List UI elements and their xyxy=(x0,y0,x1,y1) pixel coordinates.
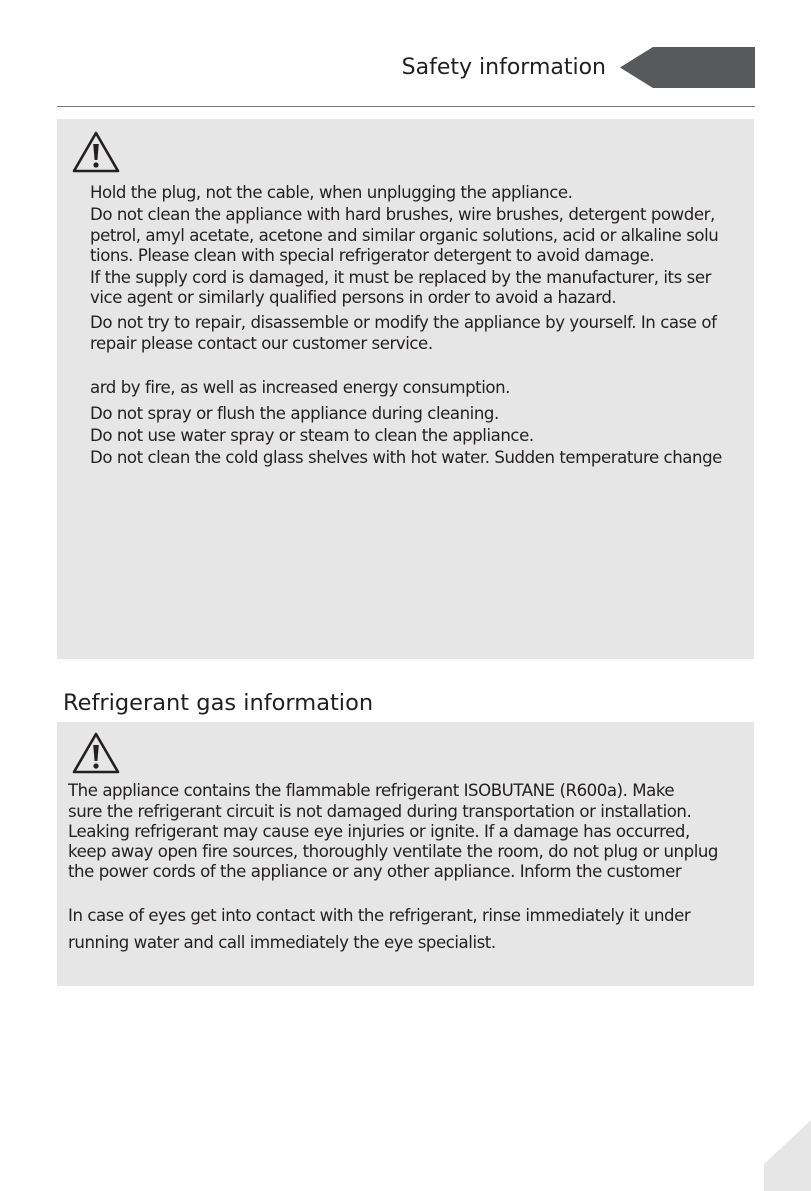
header-divider xyxy=(57,106,755,107)
refrigerant-warning-box xyxy=(57,722,754,986)
safety-line: Do not clean the cold glass shelves with hot water. Sudden temperature change xyxy=(90,448,722,467)
header-tab-marker xyxy=(620,47,755,88)
refrigerant-line: In case of eyes get into contact with the refrigerant, rinse immediately it under xyxy=(68,906,691,925)
safety-warning-box xyxy=(57,119,754,659)
refrigerant-line: the power cords of the appliance or any other appliance. Inform the customer xyxy=(68,862,682,881)
safety-line: vice agent or similarly qualified persons in order to avoid a hazard. xyxy=(90,288,617,307)
safety-line: Do not clean the appliance with hard brushes, wire brushes, detergent powder, xyxy=(90,205,715,224)
refrigerant-line: The appliance contains the flammable refrigerant ISOBUTANE (R600a). Make xyxy=(68,781,675,800)
safety-line: Do not spray or flush the appliance during cleaning. xyxy=(90,404,499,423)
refrigerant-line: running water and call immediately the eye specialist. xyxy=(68,933,496,952)
safety-line: tions. Please clean with special refrigerator detergent to avoid damage. xyxy=(90,246,655,265)
section-heading: Refrigerant gas information xyxy=(63,690,374,716)
safety-line: Hold the plug, not the cable, when unplugging the appliance. xyxy=(90,183,573,202)
safety-line: Do not try to repair, disassemble or modify the appliance by yourself. In case of xyxy=(90,313,717,332)
safety-line: ard by fire, as well as increased energy consumption. xyxy=(90,378,510,397)
warning-triangle-icon xyxy=(71,130,121,174)
page-corner-tab xyxy=(764,1120,811,1191)
safety-line: repair please contact our customer service. xyxy=(90,334,433,353)
refrigerant-line: keep away open fire sources, thoroughly ventilate the room, do not plug or unplug xyxy=(68,842,719,861)
safety-line: If the supply cord is damaged, it must be replaced by the manufacturer, its ser xyxy=(90,268,711,287)
safety-line: petrol, amyl acetate, acetone and similar organic solutions, acid or alkaline solu xyxy=(90,226,719,245)
refrigerant-line: sure the refrigerant circuit is not damaged during transportation or installation. xyxy=(68,802,692,821)
page-title: Safety information xyxy=(401,55,606,80)
refrigerant-line: Leaking refrigerant may cause eye injuries or ignite. If a damage has occurred, xyxy=(68,822,690,841)
safety-line: Do not use water spray or steam to clean the appliance. xyxy=(90,426,534,445)
warning-triangle-icon xyxy=(71,731,121,775)
